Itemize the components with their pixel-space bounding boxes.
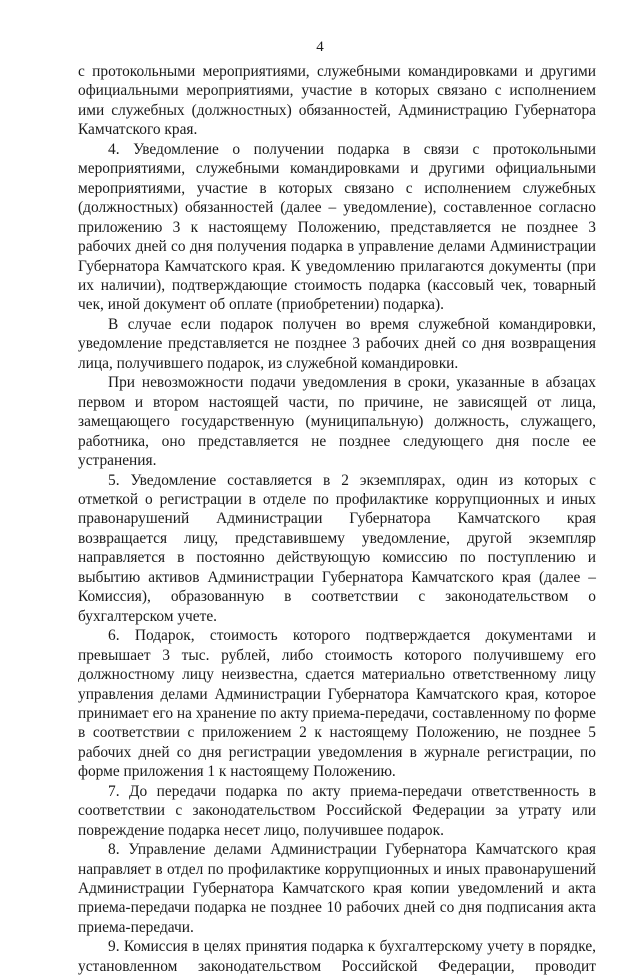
paragraph-impossibility: При невозможности подачи уведомления в сроки, указанные в абзацах первом и втором настоящей части, по причине, не зависящей от лица, замещающего государственную (муниципальную) должность, служащего, работника, оно представляется не позднее следующего дня после ее устранения. (78, 374, 596, 470)
paragraph-business-trip: В случае если подарок получен во время служебной командировки, уведомление представляется не позднее 3 рабочих дней со дня возвращения лица, получившего подарок, из служебной командировки. (78, 315, 596, 372)
paragraph-item-9: 9. Комиссия в целях принятия подарка к бухгалтерскому учету в порядке, установленном законодательством Российской Федерации, проводит (78, 938, 596, 975)
paragraph-item-8: 8. Управление делами Администрации Губернатора Камчатского края направляет в отдел по профилактике коррупционных и иных правонарушений Администрации Губернатора Камчатского края копии уведомлений и акта приема-передачи подарка не позднее 10 рабочих дней со дня подписания акта приема-передачи. (78, 841, 596, 936)
paragraph-item-7: 7. До передачи подарка по акту приема-передачи ответственность в соответствии с законодательством Российской Федерации за утрату или повреждение подарка несет лицо, получившее подарок. (78, 782, 596, 839)
page-number: 4 (316, 39, 324, 55)
document-body (78, 62, 596, 976)
paragraph-continuation: с протокольными мероприятиями, служебными командировками и другими официальными мероприятиями, участие в которых связано с исполнением ими служебных (должностных) обязанностей, Администрацию Губернатора Камчатского края. (78, 63, 596, 139)
paragraph-item-4: 4. Уведомление о получении подарка в связи с протокольными мероприятиями, служебными командировками и другими официальными мероприятиями, участие в которых связано с исполнением служебных (должностных) обязанностей (далее – уведомление), составленное согласно приложению 3 к настоящему Положению, представляется не позднее 3 рабочих дней со дня получения подарка в управление делами Администрации Губернатора Камчатского края. К уведомлению прилагаются документы (при их наличии), подтверждающие стоимость подарка (кассовый чек, товарный чек, иной документ об оплате (приобретении) подарка). (78, 140, 596, 314)
paragraph-item-5: 5. Уведомление составляется в 2 экземплярах, один из которых с отметкой о регистрации в отделе по профилактике коррупционных и иных правонарушений Администрации Губернатора Камчатского края возвращается лицу, представившему уведомление, другой экземпляр направляется в постоянно действующую комиссию по поступлению и выбытию активов Администрации Губернатора Камчатского края (далее – Комиссия), образованную в соответствии с законодательством о бухгалтерском учете. (78, 471, 596, 625)
paragraph-item-6: 6. Подарок, стоимость которого подтверждается документами и превышает 3 тыс. рублей, либо стоимость которого получившему его должностному лицу неизвестна, сдается материально ответственному лицу управления делами Администрации Губернатора Камчатского края, которое принимает его на хранение по акту приема-передачи, составленному по форме в соответствии с приложением 2 к настоящему Положению, не позднее 5 рабочих дней со дня регистрации уведомления в журнале регистрации, по форме приложения 1 к настоящему Положению. (78, 627, 596, 781)
